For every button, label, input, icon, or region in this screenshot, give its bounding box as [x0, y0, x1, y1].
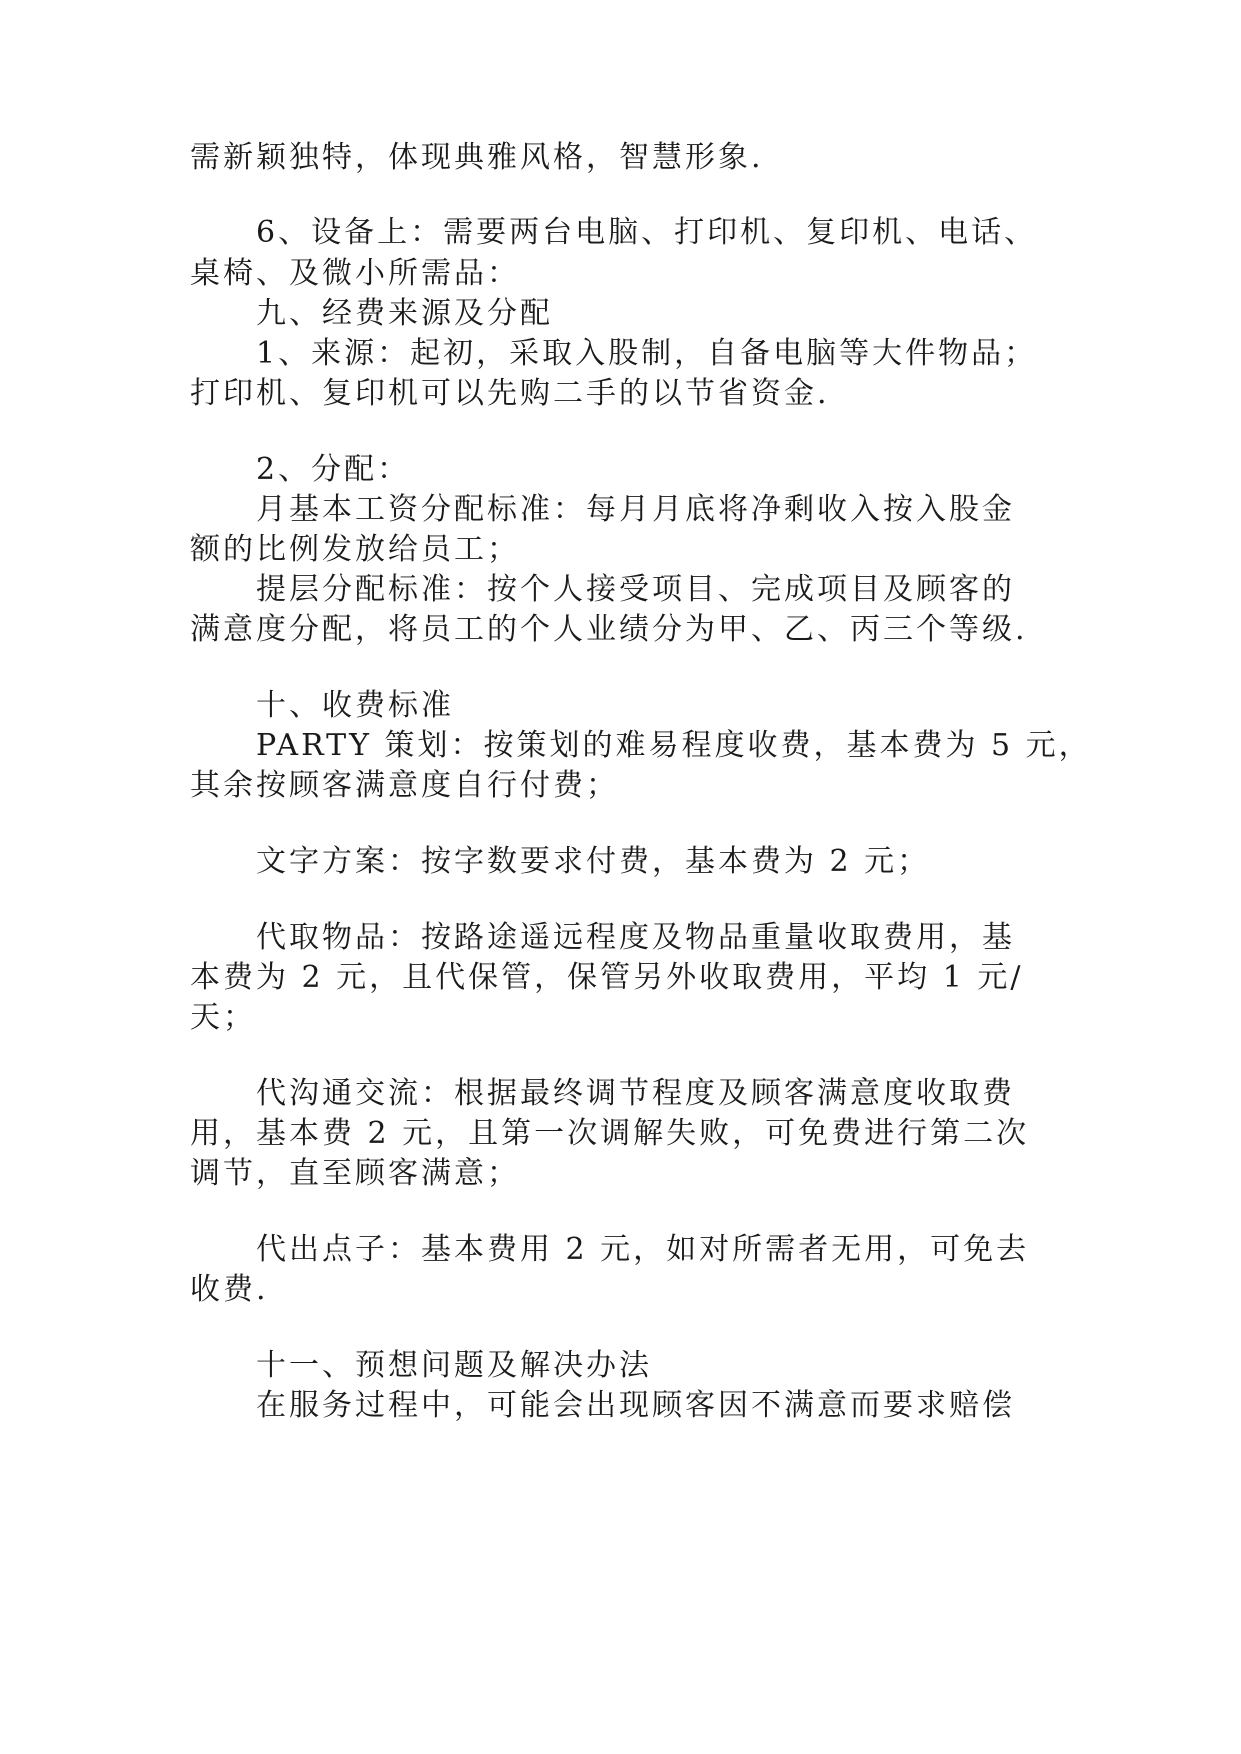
text-line: 需新颖独特，体现典雅风格，智慧形象. — [190, 140, 764, 175]
text-line: 用，基本费 2 元，且第一次调解失败，可免费进行第二次 — [190, 1116, 1030, 1151]
text-line: 代沟通交流：根据最终调节程度及顾客满意度收取费 — [256, 1076, 1015, 1111]
text-line: 满意度分配，将员工的个人业绩分为甲、乙、丙三个等级. — [190, 612, 1028, 647]
text-line: 月基本工资分配标准：每月月底将净剩收入按入股金 — [256, 492, 1015, 527]
text-line: 提层分配标准：按个人接受项目、完成项目及顾客的 — [256, 572, 1015, 607]
section-heading: 十一、预想问题及解决办法 — [256, 1348, 652, 1383]
text-line: 2、分配： — [256, 452, 411, 487]
text-line: 本费为 2 元，且代保管，保管另外收取费用，平均 1 元/ — [190, 960, 1024, 995]
text-line: 桌椅、及微小所需品： — [190, 256, 520, 291]
text-line: 调节，直至顾客满意； — [190, 1156, 520, 1191]
text-line: 其余按顾客满意度自行付费； — [190, 768, 619, 803]
text-line: PARTY 策划：按策划的难易程度收费，基本费为 5 元， — [256, 728, 1092, 763]
text-line: 6、设备上：需要两台电脑、打印机、复印机、电话、 — [256, 215, 1038, 250]
section-heading: 九、经费来源及分配 — [256, 296, 553, 331]
text-line: 文字方案：按字数要求付费，基本费为 2 元； — [256, 844, 931, 879]
text-line: 1、来源：起初，采取入股制，自备电脑等大件物品； — [256, 336, 1038, 371]
section-heading: 十、收费标准 — [256, 688, 454, 723]
text-line: 天； — [190, 1000, 256, 1035]
text-line: 代取物品：按路途遥远程度及物品重量收取费用，基 — [256, 920, 1015, 955]
text-line: 打印机、复印机可以先购二手的以节省资金. — [190, 376, 830, 411]
text-line: 收费. — [190, 1272, 269, 1307]
text-line: 在服务过程中，可能会出现顾客因不满意而要求赔偿 — [256, 1388, 1015, 1423]
text-line: 额的比例发放给员工； — [190, 532, 520, 567]
text-line: 代出点子：基本费用 2 元，如对所需者无用，可免去 — [256, 1232, 1030, 1267]
